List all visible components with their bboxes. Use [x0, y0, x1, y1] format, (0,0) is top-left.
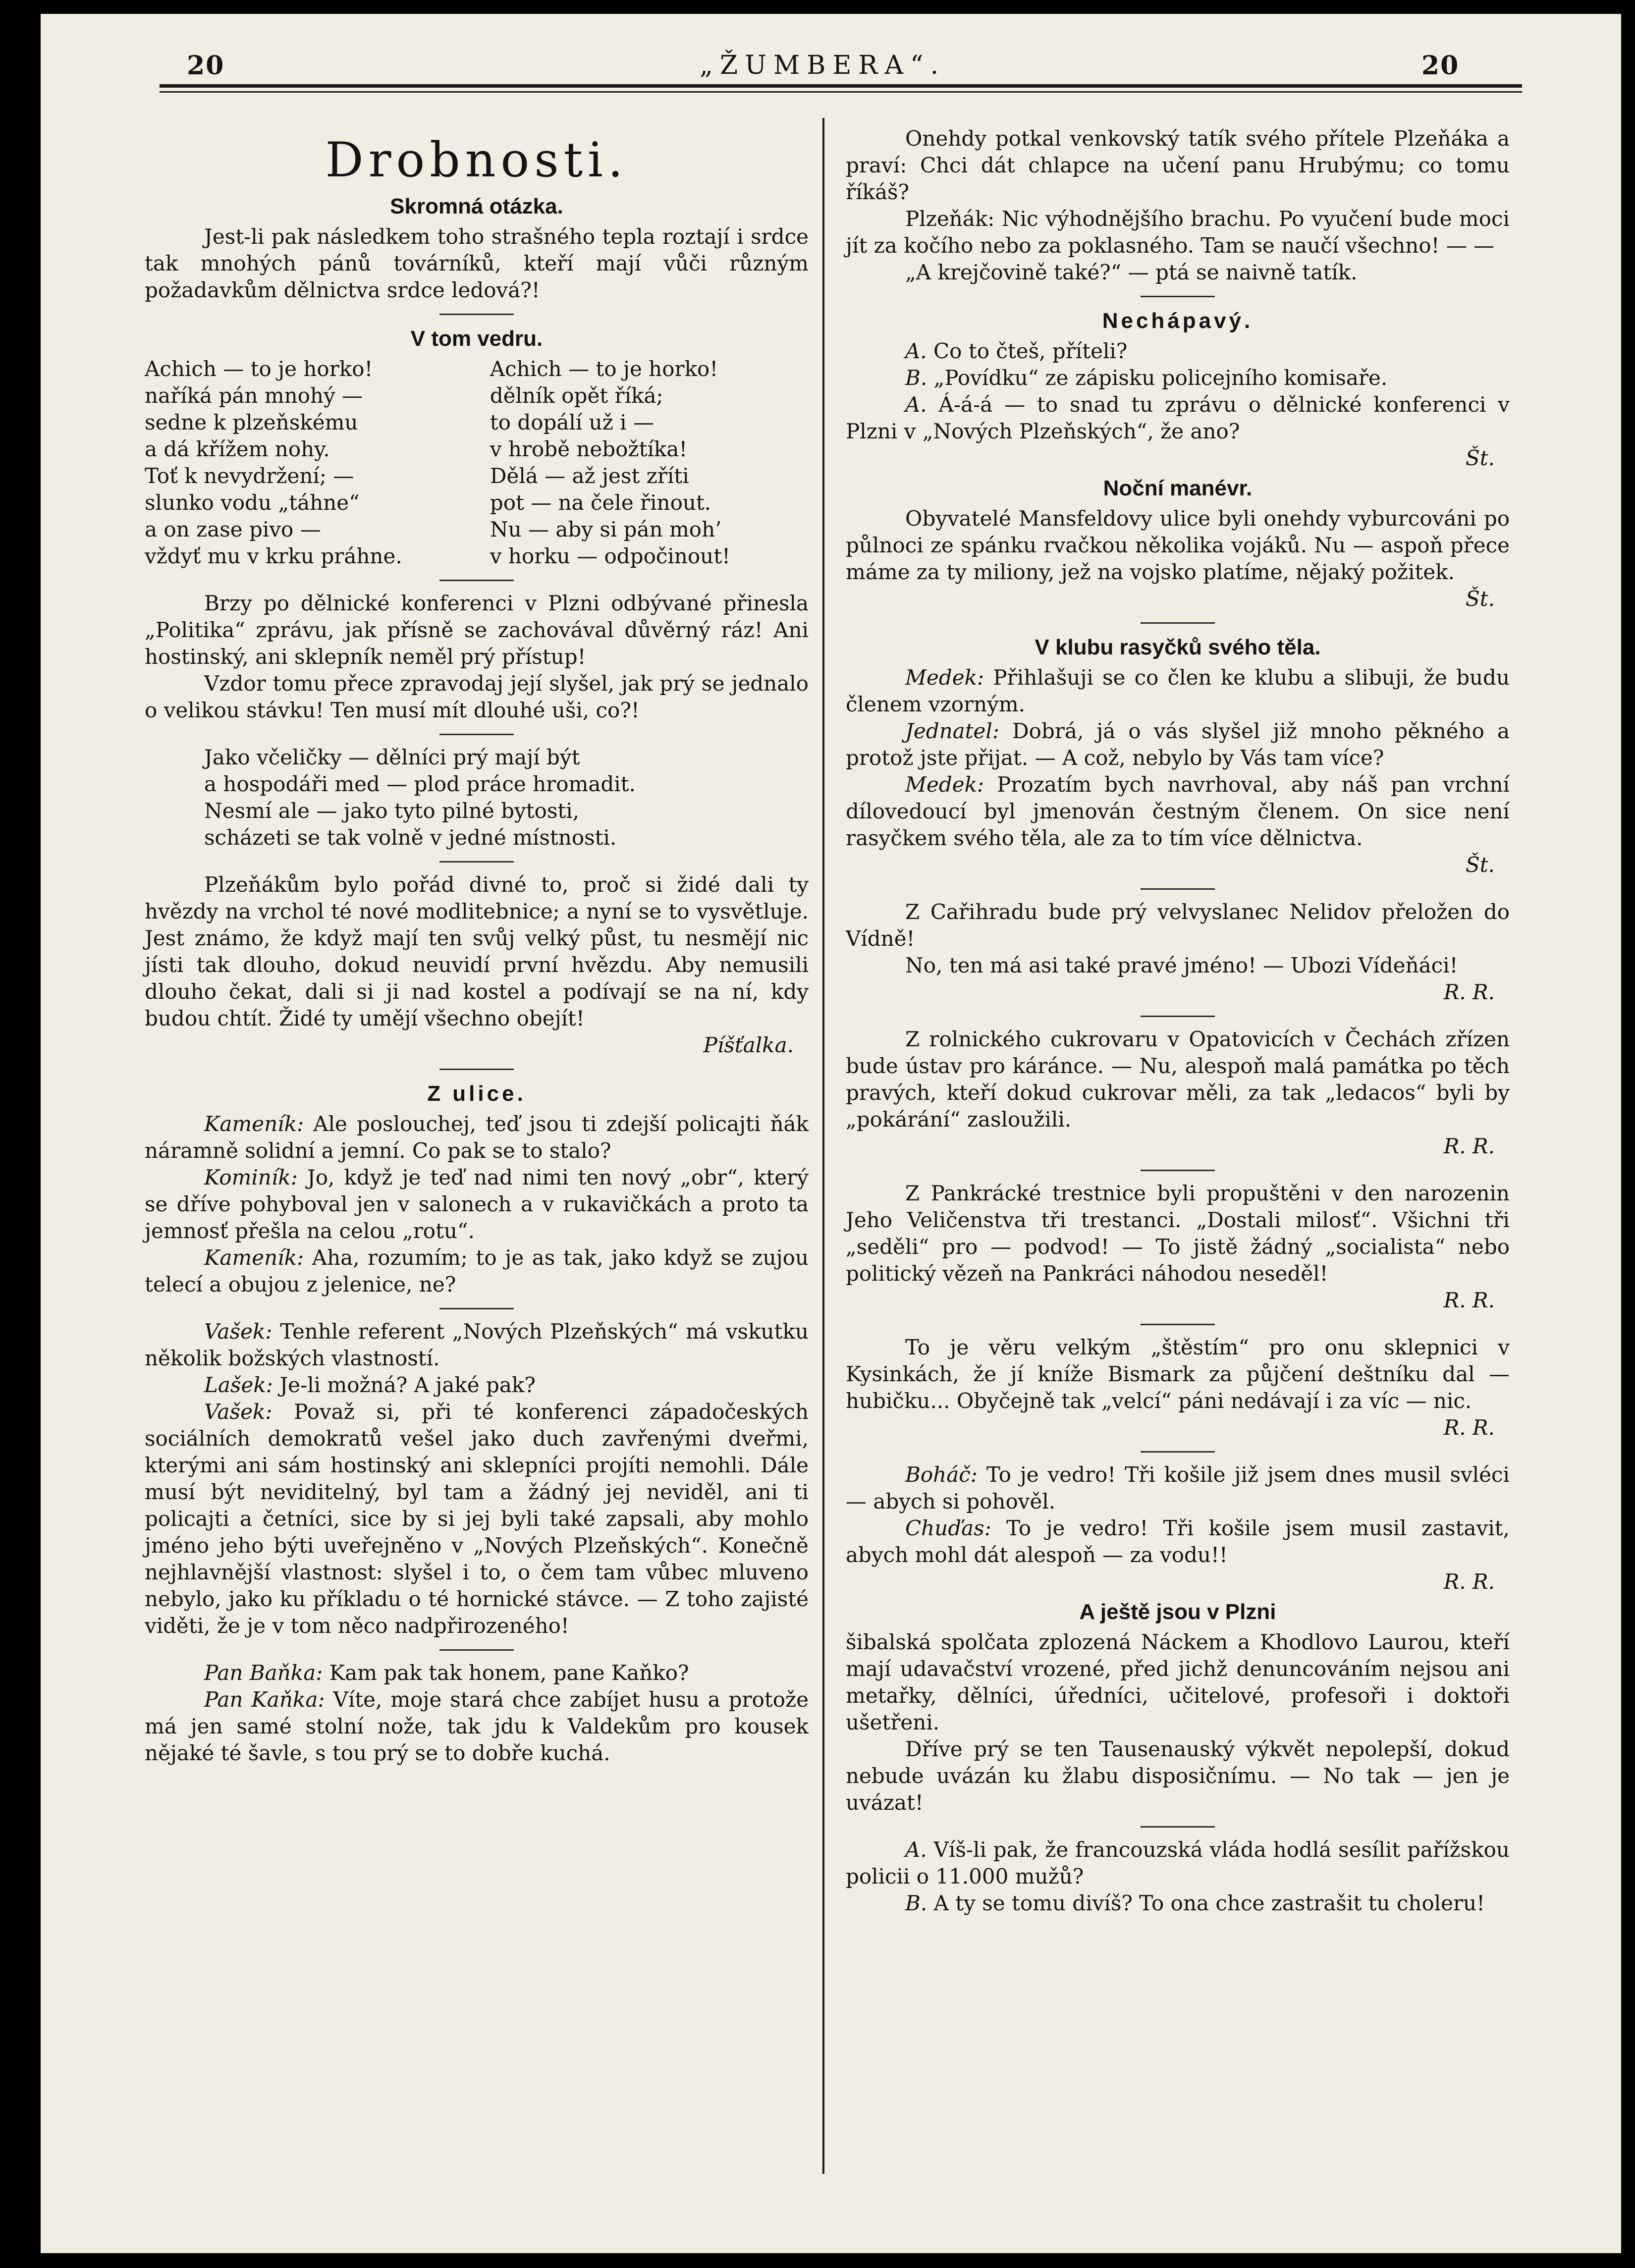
article-text: šibalská spolčata zplozená Náckem a Khodlovo Laurou, kteří mají udavačství vrozené, před jichž denuncováním nejsou ani metařky, dělníci, úředníci, učitelové, profesoři i doktoři ušetřeni.	[846, 1630, 1510, 1734]
article-text: Z rolnického cukrovaru v Opatovicích v Čechách zřízen bude ústav pro káránce. — Nu, alespoň malá památka po těch pravých, kteří dokud cukrovar měli, za tak „ledacos“ byli by „pokárání“ zasloužili.	[846, 1027, 1510, 1132]
speaker: B.	[905, 1891, 927, 1915]
dialogue-line	[846, 365, 1510, 391]
article-heading: Nechápavý.	[1102, 309, 1254, 333]
speaker: A.	[905, 1837, 927, 1862]
dialogue-text: To je vedro! Tři košile již jsem dnes musil svléci — abych si pohověl.	[846, 1462, 1510, 1513]
dialogue-line	[846, 771, 1510, 852]
speaker: Kameník:	[204, 1112, 304, 1136]
dialogue-text: Kam pak tak honem, pane Kaňko?	[329, 1661, 689, 1685]
dialogue-text: Co to čteš, příteli?	[933, 339, 1128, 363]
poem-line: pot — na čele řinout.	[490, 490, 711, 515]
dialogue	[145, 1318, 809, 1639]
verse-line: Nesmí ale — jako tyto pilné bytosti,	[204, 799, 580, 823]
poem-line: dělník opět říká;	[490, 383, 663, 408]
header-rule	[160, 84, 1522, 88]
article-text: To je věru velkým „štěstím“ pro onu sklepnici v Kysinkách, že jí kníže Bismark za půjčení deštníku dal — hubičku... Obyčejně tak „velcí“ páni nedávají i za víc — nic.	[846, 1335, 1510, 1413]
article-text: Plzeňák: Nic výhodnějšího brachu. Po vyučení bude moci jít za kočího nebo za poklasného. Tam se naučí všechno! — —	[846, 207, 1510, 258]
dialogue-text: Považ si, při té konferenci západočeských sociálních demokratů vešel jako duch zavřenými dveřmi, kterými ani sám hostinský ani sklepníci projíti nemohli. Dále musí být neviditelný, byl tam a žádný jej neviděl, ani ti policajti a četníci, sice by si jej byli také zapsali, aby mohlo jméno jeho býti uveřejněno v „Nových Plzeňských“. Konečně nejhlavnější vlastnost: slyšel i to, o čem tam vůbec mluveno nebylo, jako ku příkladu o té hornické stávce. — Z toho zajisté viděti, že je v tom něco nadpřirozeného!	[145, 1400, 809, 1638]
speaker: Pan Kaňka:	[204, 1687, 325, 1712]
speaker: Chuďas:	[905, 1516, 991, 1540]
dialogue-text: Dobrá, já o vás slyšel již mnoho pěkného a protož jste přijat. — A což, nebylo by Vás tam více?	[846, 719, 1510, 770]
dialogue-text: Aha, rozumím; to je as tak, jako když se zujou telecí a obujou z jelenice, ne?	[145, 1245, 809, 1296]
poem-line: Achich — to je horko!	[490, 357, 718, 381]
dialogue	[846, 1836, 1510, 1917]
separator	[1141, 1826, 1215, 1828]
dialogue-line	[846, 338, 1510, 365]
article-text: No, ten má asi také pravé jméno! — Ubozi Vídeňáci!	[905, 953, 1458, 977]
speaker: Vašek:	[204, 1400, 272, 1424]
poem-line: sedne k plzeňskému	[145, 410, 358, 434]
dialogue	[145, 1111, 809, 1298]
separator	[1141, 1324, 1215, 1325]
dialogue-line	[846, 1515, 1510, 1568]
right-column	[846, 125, 1510, 1917]
article-heading: V tom vedru.	[410, 326, 543, 351]
article-text: Brzy po dělnické konferenci v Plzni odbývané přinesla „Politika“ zprávu, jak přísně se zachovával důvěrný ráz! Ani hostinský, ani sklepník neměl prý přístup!	[145, 591, 809, 669]
verse-line: Jako včeličky — dělníci prý mají být	[204, 745, 580, 769]
dialogue	[145, 1660, 809, 1767]
signature: R. R.	[1443, 1134, 1495, 1158]
separator	[439, 580, 514, 581]
dialogue-text: Á-á-á — to snad tu zprávu o dělnické konferenci v Plzni v „Nových Plzeňských“, že ano?	[846, 392, 1510, 443]
signature: R. R.	[1443, 1288, 1495, 1312]
dialogue-text: A ty se tomu divíš? To ona chce zastrašit tu choleru!	[933, 1891, 1485, 1915]
dialogue-line	[846, 718, 1510, 771]
article-heading: Noční manévr.	[1103, 476, 1253, 500]
signature: R. R.	[1443, 980, 1495, 1004]
dialogue-text: Tenhle referent „Nových Plzeňských“ má vskutku několik božských vlastností.	[145, 1319, 809, 1370]
article-text: Z Cařihradu bude prý velvyslanec Nelidov přeložen do Vídně!	[846, 900, 1510, 951]
separator	[439, 861, 514, 863]
signature: R. R.	[1443, 1415, 1495, 1440]
signature: Št.	[1465, 446, 1495, 470]
separator	[439, 1649, 514, 1651]
poem-line: a dá křížem nohy.	[145, 437, 330, 461]
dialogue-line	[846, 1836, 1510, 1890]
column-divider	[822, 118, 824, 2174]
article-heading: Z ulice.	[427, 1081, 526, 1106]
signature: Št.	[1465, 853, 1495, 877]
article-text: Obyvatelé Mansfeldovy ulice byli onehdy vyburcováni po půlnoci ze spánku rvačkou několika vojáků. Nu — aspoň přece máme za ty miliony, jež na vojsko platíme, nějaký požitek.	[846, 506, 1510, 584]
speaker: Kameník:	[204, 1245, 304, 1270]
separator	[1141, 1451, 1215, 1453]
poem-line: to dopálí už i —	[490, 410, 654, 434]
dialogue-line	[145, 1318, 809, 1372]
speaker: Medek:	[905, 772, 984, 797]
dialogue-line	[846, 664, 1510, 718]
separator	[439, 1069, 514, 1070]
speaker: B.	[905, 366, 927, 390]
speaker: Kominík:	[204, 1165, 298, 1189]
dialogue-line	[145, 1164, 809, 1244]
speaker: Lašek:	[204, 1373, 273, 1397]
dialogue-text: Víte, moje stará chce zabíjet husu a protože má jen samé stolní nože, tak jdu k Valdekům pro kousek nějaké té šavle, s tou prý se to dobře kuchá.	[145, 1687, 809, 1765]
dialogue-line	[846, 391, 1510, 445]
separator	[1141, 296, 1215, 297]
signature: Píšťalka.	[703, 1033, 794, 1057]
article-text: Onehdy potkal venkovský tatík svého přítele Plzeňáka a praví: Chci dát chlapce na učení panu Hrubýmu; co tomu říkáš?	[846, 126, 1510, 204]
poem-line: slunko vodu „táhne“	[145, 490, 360, 515]
poem-line: Toť k nevydržení; —	[145, 464, 354, 488]
article-heading: Skromná otázka.	[390, 194, 563, 218]
article-text: Dříve prý se ten Tausenauský výkvět nepolepší, dokud nebude uvázán ku žlabu disposičnímu. — No tak — jen je uvázat!	[846, 1737, 1510, 1815]
poem-line: Dělá — až jest zříti	[490, 464, 689, 488]
signature: R. R.	[1443, 1569, 1495, 1594]
speaker: Medek:	[905, 665, 984, 690]
dialogue-line	[846, 1890, 1510, 1917]
dialogue	[846, 664, 1510, 852]
verse-line: a hospodáři med — plod práce hromadit.	[204, 772, 636, 796]
article-text: Plzeňákům bylo pořád divné to, proč si židé dali ty hvězdy na vrchol té nové modlitebnice; a nyní se to vysvětluje. Jest známo, že když mají ten svůj velký půst, tu nesmějí nic jísti tak dlouho, dokud neuvidí první hvězdu. Aby nemusili dlouho čekat, dali si ji nad kostel a podívají se na ní, kdy budou chtít. Židé ty umějí všechno obejít!	[145, 872, 809, 1030]
page-number-left: 20	[187, 51, 225, 81]
dialogue-line	[145, 1111, 809, 1164]
poem-column-1	[145, 356, 463, 570]
poem-line: a on zase pivo —	[145, 517, 321, 541]
separator	[1141, 888, 1215, 890]
poem-line: v horku — odpočinout!	[490, 544, 730, 568]
page-number-right: 20	[1421, 51, 1460, 81]
separator	[1141, 1016, 1215, 1017]
dialogue-text: Prozatím bych navrhoval, aby náš pan vrchní dílovedoucí byl jmenován čestným členem. On sice není rasyčkem svého těla, ale za to tím více dělnictva.	[846, 772, 1510, 850]
left-column	[145, 125, 809, 1767]
dialogue-text: Je-li možná? A jaké pak?	[279, 1373, 536, 1397]
article-heading: V klubu rasyčků svého těla.	[1035, 635, 1321, 659]
dialogue	[846, 1461, 1510, 1568]
separator	[439, 314, 514, 315]
poem-line: Nu — aby si pán moh’	[490, 517, 722, 541]
separator	[1141, 1170, 1215, 1171]
article-heading: A ještě jsou v Plzni	[1079, 1600, 1276, 1624]
dialogue-text: To je vedro! Tři košile jsem musil zastavit, abych mohl dát alespoň — za vodu!!	[846, 1516, 1510, 1567]
separator	[1141, 622, 1215, 624]
section-title: Drobnosti.	[325, 132, 628, 188]
verse-line: scházeti se tak volně v jedné místnosti.	[204, 825, 617, 850]
dialogue	[846, 338, 1510, 445]
dialogue-line	[145, 1660, 809, 1686]
header-rule-thin	[160, 91, 1522, 93]
dialogue-line	[145, 1244, 809, 1298]
dialogue-text: Přihlašuji se co člen ke klubu a slibuji, že budu členem vzorným.	[846, 665, 1510, 716]
poem	[145, 356, 809, 570]
article-text: „A krejčovině také?“ — ptá se naivně tatík.	[905, 260, 1358, 284]
dialogue-line	[846, 1461, 1510, 1515]
article-text: Jest-li pak následkem toho strašného tepla roztají i srdce tak mnohých pánů továrníků, kteří mají vůči různým požadavkům dělnictva srdce ledová?!	[145, 224, 809, 302]
separator	[439, 1308, 514, 1309]
speaker: Vašek:	[204, 1319, 272, 1344]
article-text: Vzdor tomu přece zpravodaj její slyšel, jak prý se jednalo o velikou stávku! Ten musí mít dlouhé uši, co?!	[145, 671, 809, 722]
speaker: A.	[905, 392, 927, 417]
speaker: A.	[905, 339, 927, 363]
separator	[439, 734, 514, 735]
newspaper-page	[41, 14, 1621, 2253]
dialogue-text: Víš-li pak, že francouzská vláda hodlá sesílit pařížskou policii o 11.000 mužů?	[846, 1837, 1510, 1889]
dialogue-line	[145, 1372, 809, 1399]
speaker: Pan Baňka:	[204, 1661, 323, 1685]
poem-line: naříká pán mnohý —	[145, 383, 363, 408]
poem-line: Achich — to je horko!	[145, 357, 373, 381]
poem-line: vždyť mu v krku práhne.	[145, 544, 402, 568]
signature: Št.	[1465, 587, 1495, 611]
dialogue-text: Ale poslouchej, teď jsou ti zdejší policajti ňák náramně solidní a jemní. Co pak se to stalo?	[145, 1112, 809, 1163]
speaker: Jednatel:	[905, 719, 999, 743]
poem-line: v hrobě nebožtíka!	[490, 437, 688, 461]
article-text: Z Pankrácké trestnice byli propuštěni v den narozenin Jeho Veličenstva tři trestanci. „Dostali milosť“. Všichni tři „seděli“ pro — podvod! — To jistě žádný „socialista“ nebo politický vězeň na Pankráci náhodou neseděl!	[846, 1181, 1510, 1286]
dialogue-line	[145, 1399, 809, 1639]
speaker: Boháč:	[905, 1462, 978, 1487]
dialogue-text: Jo, když je teď nad nimi ten nový „obr“, který se dříve pohyboval jen v salonech a v rukavičkách a proto ta jemnosť přešla na celou „rotu“.	[145, 1165, 809, 1243]
poem-column-2	[490, 356, 809, 570]
dialogue-line	[145, 1686, 809, 1767]
masthead-title: „ŽUMBERA“.	[700, 51, 946, 80]
dialogue-text: „Povídku“ ze zápisku policejního komisaře.	[933, 366, 1388, 390]
